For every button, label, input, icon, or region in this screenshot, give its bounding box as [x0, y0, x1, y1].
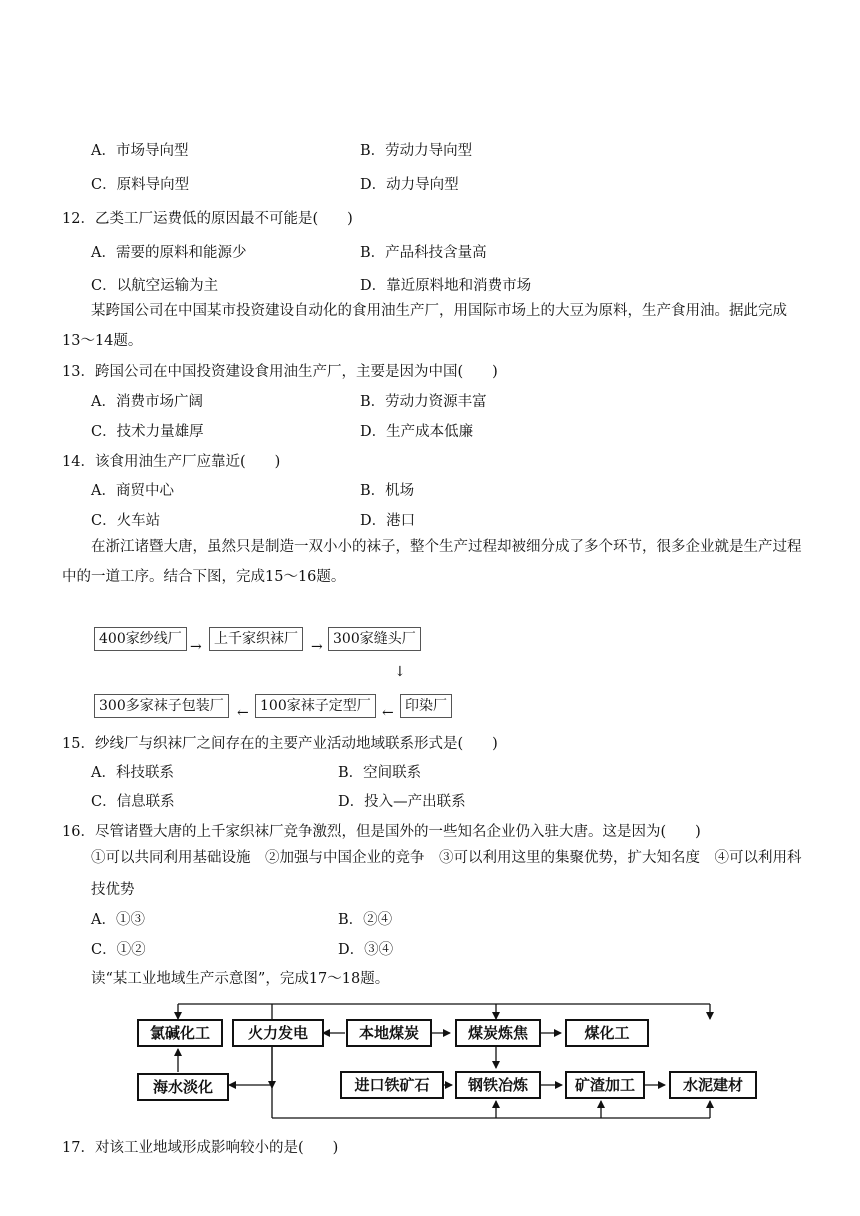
q16-option-a: A．①③ — [91, 912, 145, 928]
q12-option-d: D．靠近原料地和消费市场 — [360, 278, 532, 294]
q13-stem: 13．跨国公司在中国投资建设食用油生产厂，主要是因为中国( ) — [62, 364, 498, 380]
shaping-factory-box: 100家袜子定型厂 — [255, 694, 376, 718]
q12-option-b: B．产品科技含量高 — [360, 245, 487, 261]
toe-sewing-factory-box: 300家缝头厂 — [328, 627, 421, 651]
local-coal-box: 本地煤炭 — [346, 1019, 432, 1047]
q16-choices: ①可以共同利用基础设施 ②加强与中国企业的竞争 ③可以利用这里的集聚优势，扩大知名度 ④可以利用科技优势 — [91, 850, 802, 898]
q14-stem: 14．该食用油生产厂应靠近( ) — [62, 454, 281, 470]
yarn-factory-box: 400家纱线厂 — [94, 627, 187, 651]
q15-option-b: B．空间联系 — [338, 765, 422, 781]
q13-option-c: C．技术力量雄厚 — [91, 424, 204, 440]
q12-option-a: A．需要的原料和能源少 — [91, 245, 247, 261]
q14-option-d: D．港口 — [360, 513, 416, 529]
q15-stem: 15．纱线厂与织袜厂之间存在的主要产业活动地域联系形式是( ) — [62, 736, 498, 752]
desalination-box: 海水淡化 — [137, 1073, 229, 1101]
q16-option-b: B．②④ — [338, 912, 393, 928]
q17-stem: 17．对该工业地域形成影响较小的是( ) — [62, 1140, 339, 1156]
q13-option-a: A．消费市场广阔 — [91, 394, 203, 410]
left-arrow-2: ← — [382, 705, 394, 721]
q16-option-d: D．③④ — [338, 942, 394, 958]
q13-option-d: D．生产成本低廉 — [360, 424, 474, 440]
q11-option-b: B．劳动力导向型 — [360, 143, 473, 159]
left-arrow-1: ← — [237, 705, 249, 721]
q14-option-c: C．火车站 — [91, 513, 161, 529]
q14-option-b: B．机场 — [360, 483, 415, 499]
q12-stem: 12．乙类工厂运费低的原因最不可能是( ) — [62, 211, 353, 227]
right-arrow-1: → — [190, 639, 202, 655]
passage-17-18: 读“某工业地域生产示意图”，完成17～18题。 — [91, 971, 390, 987]
right-arrow-2: → — [311, 639, 323, 655]
coal-coking-box: 煤炭炼焦 — [455, 1019, 541, 1047]
slag-processing-box: 矿渣加工 — [565, 1071, 645, 1099]
q15-option-c: C．信息联系 — [91, 794, 175, 810]
chlor-alkali-box: 氯碱化工 — [137, 1019, 223, 1047]
q12-option-c: C．以航空运输为主 — [91, 278, 219, 294]
q11-option-c: C．原料导向型 — [91, 177, 190, 193]
imported-iron-ore-box: 进口铁矿石 — [340, 1071, 444, 1099]
q15-option-d: D．投入—产出联系 — [338, 794, 466, 810]
weaving-factory-box: 上千家织袜厂 — [209, 627, 303, 651]
thermal-power-box: 火力发电 — [232, 1019, 324, 1047]
coal-chemical-box: 煤化工 — [565, 1019, 649, 1047]
q11-option-a: A．市场导向型 — [91, 143, 189, 159]
q16-stem: 16．尽管诸暨大唐的上千家织袜厂竞争激烈，但是国外的一些知名企业仍入驻大唐。这是因为( ) — [62, 824, 701, 840]
packaging-factory-box: 300多家袜子包装厂 — [94, 694, 229, 718]
passage-15-16: 在浙江诸暨大唐，虽然只是制造一双小小的袜子，整个生产过程却被细分成了多个环节，很多企业就是生产过程中的一道工序。结合下图，完成15～16题。 — [62, 539, 802, 585]
q13-option-b: B．劳动力资源丰富 — [360, 394, 487, 410]
dyeing-factory-box: 印染厂 — [400, 694, 452, 718]
q16-option-c: C．①② — [91, 942, 146, 958]
cement-building-materials-box: 水泥建材 — [669, 1071, 757, 1099]
passage-13-14: 某跨国公司在中国某市投资建设自动化的食用油生产厂，用国际市场上的大豆为原料，生产食用油。据此完成13～14题。 — [62, 303, 787, 349]
steel-smelting-box: 钢铁冶炼 — [455, 1071, 541, 1099]
q14-option-a: A．商贸中心 — [91, 483, 174, 499]
down-arrow: ↓ — [394, 664, 406, 680]
q15-option-a: A．科技联系 — [91, 765, 174, 781]
q11-option-d: D．动力导向型 — [360, 177, 459, 193]
